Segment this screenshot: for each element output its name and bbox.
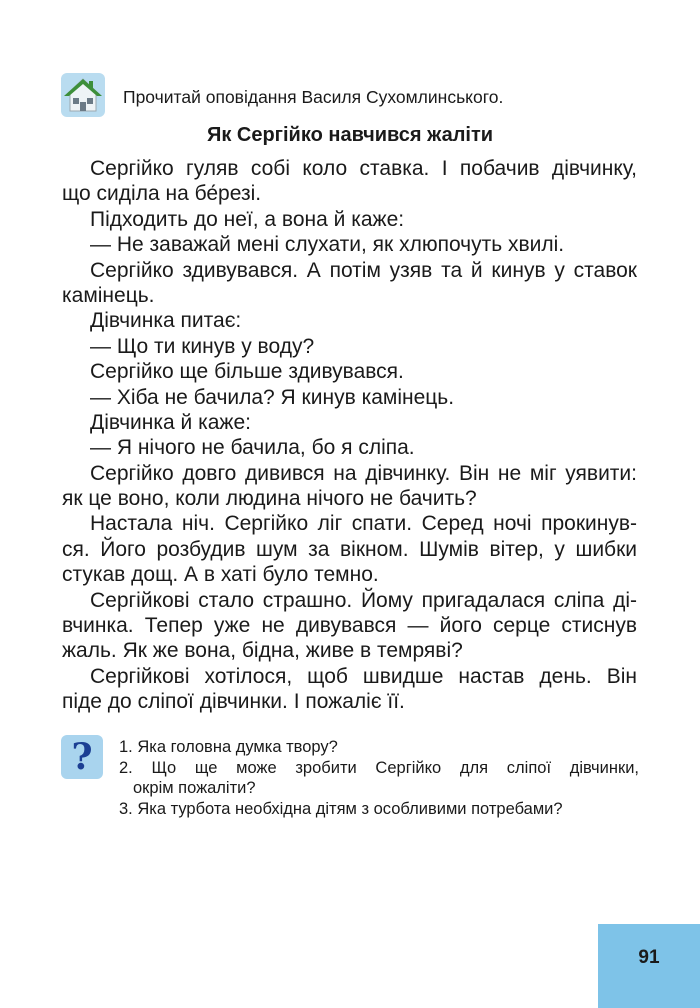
story-line: жаль. Як же вона, бідна, живе в темряві? [62,639,463,663]
page-number-box [598,924,700,1008]
question-item: 2. Що ще може зробити Сергійко для сліпої дівчинки, [119,758,639,777]
story-line: вчинка. Тепер уже не дивувався — його серце стиснув [62,614,637,638]
question-item-continued: окрім пожаліти? [133,779,256,797]
story-line: стукав дощ. А в хаті було темно. [62,563,379,587]
question-icon: ? [61,735,103,779]
story-line: Сергійко ще більше здивувався. [90,360,404,384]
story-line: піде до сліпої дівчинки. І пожаліє її. [62,690,405,714]
story-line: Дівчинка й каже: [90,410,251,434]
story-line: що сиділа на бе́резі. [62,182,262,206]
story-line: Дівчинка питає: [90,309,242,333]
story-line: камінець. [62,283,155,307]
story-line: Настала ніч. Сергійко ліг спати. Серед ночі прокинув- [90,512,637,536]
story-line: — Я нічого не бачила, бо я сліпа. [90,436,415,460]
story-line: — Що ти кинув у воду? [90,334,315,358]
story-line: як це воно, коли людина нічого не бачить? [62,487,477,511]
reading-house-icon [61,73,105,117]
story-line: Сергійкові хотілося, щоб швидше настав день. Він [90,664,637,688]
story-line: Сергійко здивувався. А потім узяв та й кинув у ставок [90,258,637,282]
story-line: — Не заважай мені слухати, як хлюпочуть хвилі. [90,233,565,257]
question-item: 1. Яка головна думка твору? [119,738,338,756]
story-line: — Хіба не бачила? Я кинув камінець. [90,385,455,409]
question-item: 3. Яка турбота необхідна дітям з особливими потребами? [119,799,563,818]
story-text [62,156,637,715]
story-line: Сергійкові стало страшно. Йому пригадалася сліпа ді- [90,588,637,612]
page-number: 91 [638,947,660,968]
story-line: ся. Його розбудив шум за вікном. Шумів вітер, у шибки [62,537,637,561]
questions-list [119,737,639,819]
story-line: Сергійко гуляв собі коло ставка. І побачив дівчинку, [90,157,637,180]
story-title: Як Сергійко навчився жаліти [206,124,494,146]
story-line: Підходить до неї, а вона й каже: [90,207,405,231]
story-line: Сергійко довго дивився на дівчинку. Він не міг уявити: [90,461,637,485]
reading-instruction: Прочитай оповідання Василя Сухомлинського. [123,87,504,107]
